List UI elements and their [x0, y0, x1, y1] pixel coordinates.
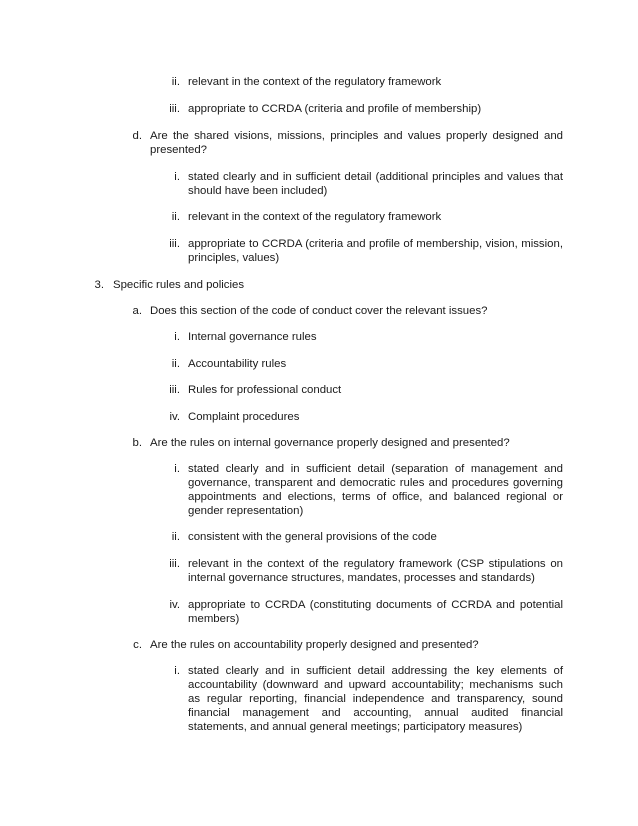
- list-item: [150, 530, 563, 544]
- list-marker: 3.: [94, 279, 104, 291]
- list-text: Rules for professional conduct: [188, 384, 342, 396]
- list-marker: iv.: [169, 411, 180, 423]
- list-marker: i.: [174, 665, 180, 677]
- list-item: [150, 75, 563, 89]
- list-item: [120, 436, 563, 450]
- list-marker: iii.: [169, 103, 180, 115]
- list-item: [150, 170, 563, 198]
- list-text: appropriate to CCRDA (criteria and profile of membership): [188, 103, 482, 115]
- list-text: consistent with the general provisions of the code: [188, 531, 437, 543]
- list-item: [150, 383, 563, 397]
- list-marker: ii.: [171, 358, 180, 370]
- list-marker: d.: [132, 130, 142, 142]
- list-marker: iii.: [169, 558, 180, 570]
- list-item: [150, 664, 563, 734]
- section-heading: [90, 278, 563, 292]
- list-item: [150, 462, 563, 518]
- list-marker: iii.: [169, 384, 180, 396]
- list-item: [150, 557, 563, 585]
- list-text: relevant in the context of the regulatory framework (CSP stipulations on internal governance structures, mandates, processes and standards): [188, 558, 563, 584]
- list-item: [150, 410, 563, 424]
- list-marker: c.: [133, 639, 142, 651]
- list-text: stated clearly and in sufficient detail (additional principles and values that should have been included): [188, 171, 563, 197]
- list-marker: b.: [132, 437, 142, 449]
- list-marker: a.: [132, 305, 142, 317]
- list-marker: i.: [174, 331, 180, 343]
- list-text: Specific rules and policies: [113, 279, 245, 291]
- list-marker: iii.: [169, 238, 180, 250]
- list-marker: i.: [174, 171, 180, 183]
- list-text: appropriate to CCRDA (constituting documents of CCRDA and potential members): [188, 599, 563, 625]
- list-text: Are the rules on accountability properly designed and presented?: [150, 639, 479, 651]
- list-item: [150, 330, 563, 344]
- list-item: [150, 237, 563, 265]
- list-text: Complaint procedures: [188, 411, 300, 423]
- list-item: [150, 357, 563, 371]
- list-marker: ii.: [171, 76, 180, 88]
- list-item: [150, 102, 563, 116]
- list-text: relevant in the context of the regulatory framework: [188, 76, 442, 88]
- list-text: stated clearly and in sufficient detail (separation of management and governance, transparent and democratic rules and procedures governing appointments and elections, terms of office, and balanced regional or gender representation): [188, 463, 563, 517]
- list-text: appropriate to CCRDA (criteria and profile of membership, vision, mission, principles, values): [188, 238, 563, 264]
- list-text: Internal governance rules: [188, 331, 317, 343]
- list-item: [150, 598, 563, 626]
- list-marker: ii.: [171, 211, 180, 223]
- list-marker: i.: [174, 463, 180, 475]
- list-text: Are the shared visions, missions, principles and values properly designed and presented?: [150, 130, 563, 156]
- list-item: [150, 210, 563, 224]
- list-item: [120, 638, 563, 652]
- list-item: [120, 304, 563, 318]
- list-text: Does this section of the code of conduct cover the relevant issues?: [150, 305, 488, 317]
- list-text: relevant in the context of the regulatory framework: [188, 211, 442, 223]
- list-marker: ii.: [171, 531, 180, 543]
- list-marker: iv.: [169, 599, 180, 611]
- list-text: Accountability rules: [188, 358, 287, 370]
- list-item: [120, 129, 563, 157]
- list-text: Are the rules on internal governance properly designed and presented?: [150, 437, 510, 449]
- list-text: stated clearly and in sufficient detail addressing the key elements of accountability (downward and upward accountability; mechanisms such as regular reporting, financial independence and transparency, sound financial management and accounting, annual audited financial statements, and annual general meetings; participatory measures): [188, 665, 563, 733]
